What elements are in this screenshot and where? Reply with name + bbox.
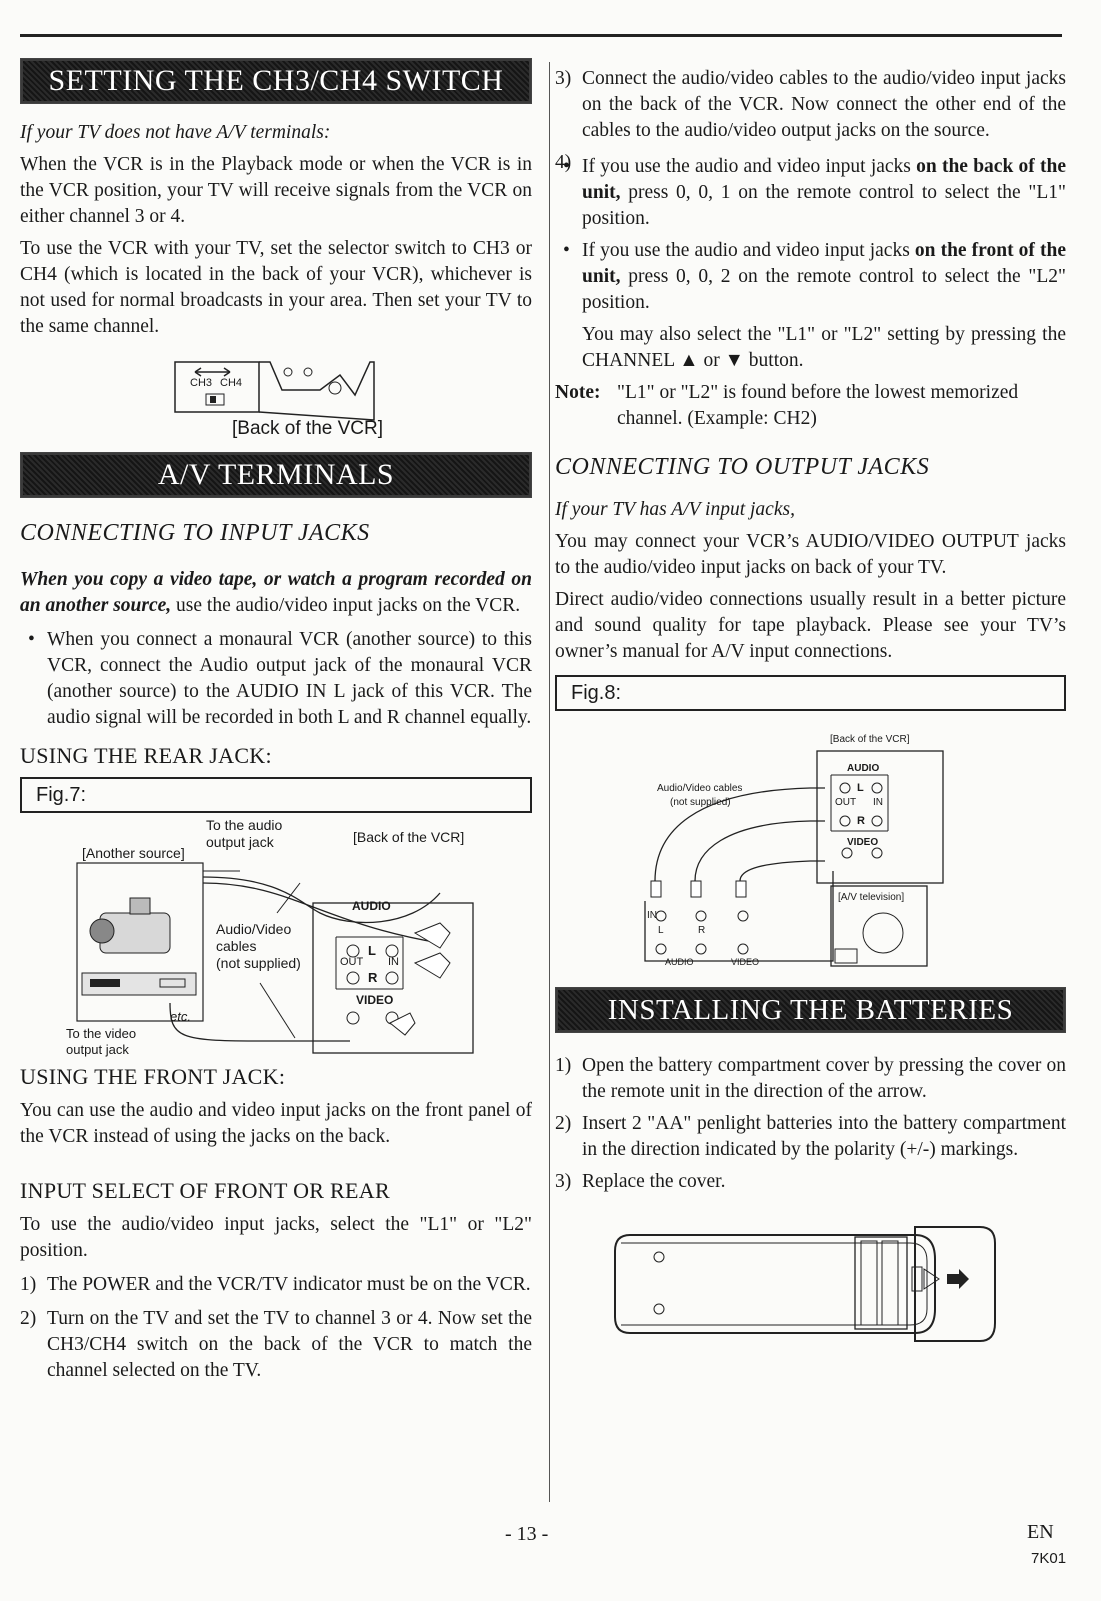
step-3-text: Connect the audio/video cables to the audio/video input jacks on the back of the VCR. Now connect the other end of the cables to the audio/video output jacks on the source.	[582, 68, 1066, 141]
note-text: "L1" or "L2" is found before the lowest memorized channel. (Example: CH2)	[617, 382, 1019, 429]
fig7-av-cables-1: Audio/Video	[216, 921, 292, 937]
fig7-av-cables-3: (not supplied)	[216, 955, 301, 971]
b1-bold: on the back of the unit,	[582, 156, 1067, 203]
fig7-another-source: [Another source]	[82, 845, 185, 861]
fig8-tv-r: R	[698, 925, 706, 936]
document-code: 7K01	[1031, 1550, 1067, 1567]
front-jack-heading: USING THE FRONT JACK:	[20, 1064, 286, 1089]
select-item-1-text: The POWER and the VCR/TV indicator must be on the VCR.	[47, 1274, 531, 1295]
fig7-in: IN	[388, 956, 399, 968]
batt-item-3-num: 3)	[555, 1171, 572, 1192]
batt-item-1-num: 1)	[555, 1055, 572, 1076]
fig7-out: OUT	[340, 956, 364, 968]
fig7-video: VIDEO	[356, 993, 394, 1007]
fig7-to-video-2: output jack	[66, 1042, 129, 1057]
fig8-av-cables: Audio/Video cables	[657, 783, 743, 794]
fig7-av-cables-2: cables	[216, 938, 257, 954]
fig8-tv-l: L	[658, 925, 664, 936]
left-column	[20, 58, 532, 1384]
step-3	[555, 66, 1066, 144]
rear-jack-heading: USING THE REAR JACK:	[20, 743, 272, 768]
select-item-2-text: Turn on the TV and set the TV to channel 3 or 4. Now set the CH3/CH4 switch on the back of the VCR to match the channel selected on the TV.	[47, 1308, 532, 1381]
no-av-heading: If your TV does not have A/V terminals:	[20, 122, 331, 143]
b2-pre: If you use the audio and video input jacks	[582, 240, 915, 261]
fig8-tv-in: IN	[647, 910, 657, 921]
input-select-heading: INPUT SELECT OF FRONT OR REAR	[20, 1178, 390, 1203]
input-lead	[20, 567, 532, 619]
select-item-1-num: 1)	[20, 1274, 37, 1295]
select-item-1	[20, 1272, 532, 1298]
fig8-label: Fig.8:	[555, 675, 1066, 711]
batt-item-2-num: 2)	[555, 1113, 572, 1134]
fig8-av-tv: [A/V television]	[838, 892, 905, 903]
right-column	[555, 58, 1066, 1349]
fig7-to-video-1: To the video	[66, 1026, 137, 1041]
column-divider	[549, 62, 550, 1502]
fig8-video: VIDEO	[847, 837, 879, 848]
input-lead-rest: use the audio/video input jacks on the VCR.	[171, 595, 521, 616]
fig8-back-vcr: [Back of the VCR]	[830, 734, 910, 745]
front-jack-para: You can use the audio and video input jacks on the front panel of the VCR instead of using the jacks on the back.	[20, 1100, 532, 1147]
batt-item-2	[555, 1111, 1066, 1163]
ch-para-1: When the VCR is in the Playback mode or when the VCR is in the VCR position, your TV will receive signals from the VCR on either channel 3 or 4.	[20, 154, 532, 227]
page-number: - 13 -	[505, 1523, 549, 1545]
fig7-back-vcr: [Back of the VCR]	[353, 829, 465, 845]
ch-switch-banner: SETTING THE CH3/CH4 SWITCH	[20, 58, 532, 104]
b2-bold: on the front of the unit,	[582, 240, 1066, 287]
fig8-audio: AUDIO	[847, 763, 880, 774]
input-jacks-title: CONNECTING TO INPUT JACKS	[20, 520, 370, 546]
fig7-l: L	[368, 943, 376, 958]
output-para-2: Direct audio/video connections usually result in a better picture and sound quality for tape playback. Please see your TV’s owner’s manual for A/V input connections.	[555, 589, 1066, 662]
remote-battery-figure	[555, 1219, 1066, 1349]
monaural-bullet: • When you connect a monaural VCR (another source) to this VCR, connect the Audio output jack of the monaural VCR (another source) to the AUDIO IN L jack of this VCR. The audio signal will be recorded in both L and R channel equally.	[20, 627, 532, 731]
also-select-para: You may also select the "L1" or "L2" setting by pressing the CHANNEL ▲ or ▼ button.	[582, 324, 1066, 371]
fig7-diagram	[20, 813, 532, 1058]
fig7-to-audio: To the audio	[206, 817, 283, 833]
fig8-tv-audio: AUDIO	[665, 957, 694, 967]
output-if-heading: If your TV has A/V input jacks,	[555, 499, 795, 520]
input-lead-bold: When you copy a video tape, or watch a program recorded on an another source,	[20, 569, 532, 616]
fig7-etc: etc.	[170, 1009, 191, 1024]
fig8-diagram	[555, 711, 1066, 969]
language-code: EN	[1027, 1521, 1054, 1543]
select-item-2	[20, 1306, 532, 1384]
step-3-num: 3)	[555, 68, 572, 89]
output-para-1: You may connect your VCR’s AUDIO/VIDEO OUTPUT jacks to the audio/video input jacks on back of your TV.	[555, 531, 1066, 578]
fig8-not-supplied: (not supplied)	[670, 797, 731, 808]
input-select-para: To use the audio/video input jacks, select the "L1" or "L2" position.	[20, 1214, 532, 1261]
top-rule	[20, 34, 1062, 37]
fig8-l: L	[857, 782, 864, 794]
fig7-audio: AUDIO	[352, 899, 391, 913]
output-jacks-title: CONNECTING TO OUTPUT JACKS	[555, 454, 930, 480]
select-item-2-num: 2)	[20, 1308, 37, 1329]
fig8-tv-video: VIDEO	[731, 957, 760, 967]
step-4-num: 4)	[555, 152, 572, 173]
note-label: Note:	[555, 382, 601, 403]
batt-item-3	[555, 1169, 1066, 1195]
fig7-label: Fig.7:	[20, 777, 532, 813]
back-unit-bullet	[555, 154, 1066, 232]
fig7-r: R	[368, 970, 378, 985]
batt-item-1	[555, 1053, 1066, 1105]
batt-item-2-text: Insert 2 "AA" penlight batteries into the battery compartment in the direction indicated by the polarity (+/-) markings.	[582, 1113, 1066, 1160]
fig8-r: R	[857, 815, 865, 827]
ch-fig-caption: [Back of the VCR]	[232, 418, 384, 439]
b1-post: press 0, 0, 1 on the remote control to select the "L1" position.	[582, 182, 1066, 229]
fig8-in: IN	[873, 797, 883, 808]
fig7-output-jack: output jack	[206, 834, 274, 850]
ch3-label: CH3	[190, 377, 213, 389]
batt-item-1-text: Open the battery compartment cover by pressing the cover on the remote unit in the direction of the arrow.	[582, 1055, 1066, 1102]
fig8-out: OUT	[835, 797, 857, 808]
ch4-label: CH4	[220, 377, 243, 389]
ch-switch-figure	[20, 360, 532, 444]
b1-pre: If you use the audio and video input jacks	[582, 156, 917, 177]
av-terminals-banner: A/V TERMINALS	[20, 452, 532, 498]
batteries-banner: INSTALLING THE BATTERIES	[555, 987, 1066, 1033]
front-unit-bullet	[555, 238, 1066, 316]
note	[555, 380, 1066, 432]
batt-item-3-text: Replace the cover.	[582, 1171, 726, 1192]
b2-post: press 0, 0, 2 on the remote control to select the "L2" position.	[582, 266, 1066, 313]
ch-para-2: To use the VCR with your TV, set the selector switch to CH3 or CH4 (which is located in the back of your VCR), whichever is not used for normal broadcasts in your area. Then set your TV to the same channel.	[20, 238, 532, 337]
